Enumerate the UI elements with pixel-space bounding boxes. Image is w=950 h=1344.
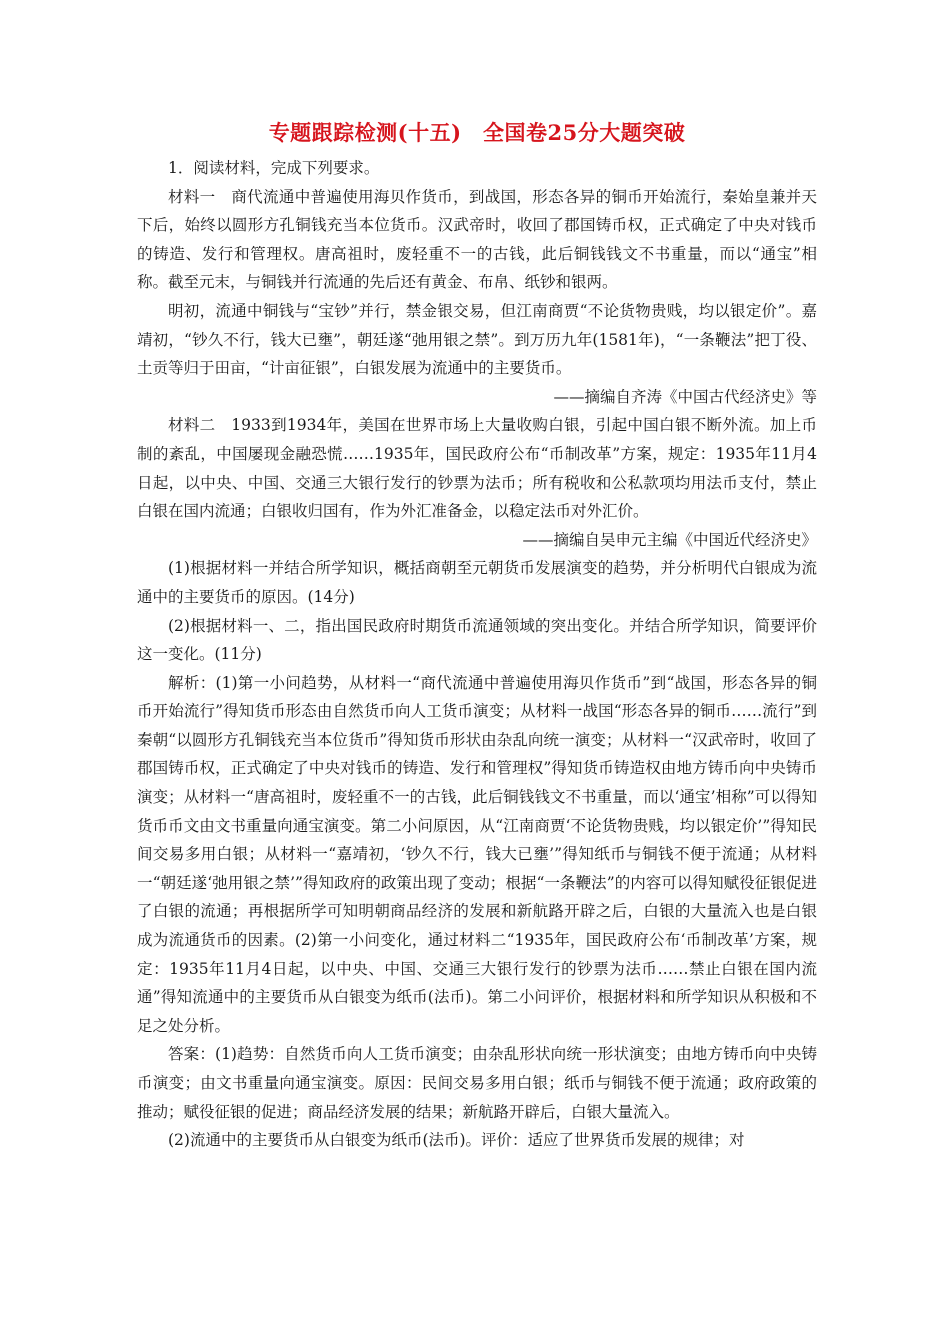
material-two-source: ——摘编自吴申元主编《中国近代经济史》 — [522, 530, 817, 549]
material-one-paragraph-two: 明初，流通中铜钱与“宝钞”并行，禁金银交易，但江南商贾“不论货物贵贱，均以银定价”。嘉靖初，“钞久不行，钱大已壅”，朝廷遂“弛用银之禁”。到万历九年(1581年)，“一条鞭法”把丁役、土贡等归于田亩，“计亩征银”，白银发展为流通中的主要货币。 — [137, 301, 817, 378]
sub-question-one: (1)根据材料一并结合所学知识，概括商朝至元朝货币发展演变的趋势，并分析明代白银成为流通中的主要货币的原因。(14分) — [137, 559, 817, 606]
answer-paragraph-one: 答案：(1)趋势：自然货币向人工货币演变；由杂乱形状向统一形状演变；由地方铸币向中央铸币演变；由文书重量向通宝演变。原因：民间交易多用白银；纸币与铜钱不便于流通；政府政策的推动；赋役征银的促进；商品经济发展的结果；新航路开辟后，白银大量流入。 — [137, 1045, 817, 1121]
document-page — [137, 118, 817, 1155]
material-one-paragraph-one: 材料一 商代流通中普遍使用海贝作货币，到战国，形态各异的铜币开始流行，秦始皇兼并天下后，始终以圆形方孔铜钱充当本位货币。汉武帝时，收回了郡国铸币权，正式确定了中央对钱币的铸造、发行和管理权。唐高祖时，废轻重不一的古钱，此后铜钱钱文不书重量，而以“通宝”相称。截至元末，与铜钱并行流通的先后还有黄金、布帛、纸钞和银两。 — [137, 187, 817, 292]
analysis-paragraph: 解析：(1)第一小问趋势，从材料一“商代流通中普遍使用海贝作货币”到“战国，形态各异的铜币开始流行”得知货币形态由自然货币向人工货币演变；从材料一战国“形态各异的铜币……流行”到秦朝“以圆形方孔铜钱充当本位货币”得知货币形状由杂乱向统一演变；从材料一“汉武帝时，收回了郡国铸币权，正式确定了中央对钱币的铸造、发行和管理权”得知货币铸造权由地方铸币向中央铸币演变；从材料一“唐高祖时，废轻重不一的古钱，此后铜钱钱文不书重量，而以‘通宝’相称”可以得知货币币文由文书重量向通宝演变。第二小问原因，从“江南商贾‘不论货物贵贱，均以银定价’”得知民间交易多用白银；从材料一“嘉靖初，‘钞久不行，钱大已壅’”得知纸币与铜钱不便于流通；从材料一“朝廷遂‘弛用银之禁’”得知政府的政策出现了变动；根据“一条鞭法”的内容可以得知赋役征银促进了白银的流通；再根据所学可知明朝商品经济的发展和新航路开辟之后，白银的大量流入也是白银成为流通货币的因素。(2)第一小问变化，通过材料二“1935年，国民政府公布‘币制改革’方案，规定：1935年11月4日起，以中央、中国、交通三大银行发行的钞票为法币……禁止白银在国内流通”得知流通中的主要货币从白银变为纸币(法币)。第二小问评价，根据材料和所学知识从积极和不足之处分析。 — [137, 673, 817, 1035]
material-one-source: ——摘编自齐涛《中国古代经济史》等 — [553, 387, 817, 406]
question-prompt: 1．阅读材料，完成下列要求。 — [168, 159, 380, 177]
material-two-paragraph: 材料二 1933到1934年，美国在世界市场上大量收购白银，引起中国白银不断外流。加上币制的紊乱，中国屡现金融恐慌……1935年，国民政府公布“币制改革”方案，规定：1935年11月4日起，以中央、中国、交通三大银行发行的钞票为法币；所有税收和公私款项均用法币支付，禁止白银在国内流通；白银收归国有，作为外汇准备金，以稳定法币对外汇价。 — [137, 416, 817, 521]
document-title: 专题跟踪检测(十五) 全国卷25分大题突破 — [268, 120, 686, 145]
sub-question-two: (2)根据材料一、二，指出国民政府时期货币流通领域的突出变化。并结合所学知识，简要评价这一变化。(11分) — [137, 616, 817, 664]
answer-paragraph-two: (2)流通中的主要货币从白银变为纸币(法币)。评价：适应了世界货币发展的规律；对 — [168, 1131, 745, 1150]
